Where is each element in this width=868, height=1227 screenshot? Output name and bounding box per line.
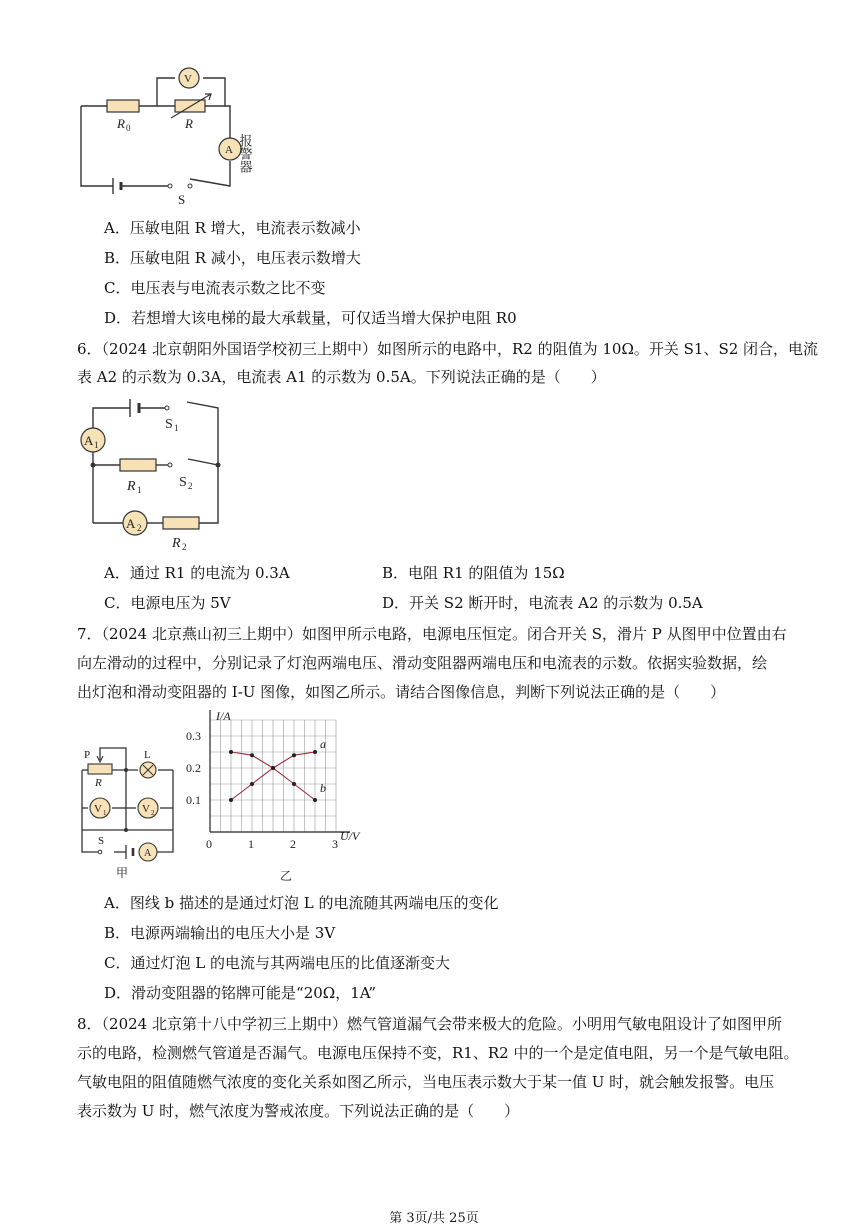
svg-text:1: 1: [174, 423, 179, 433]
x-tick-label: 3: [332, 837, 338, 851]
q8-stem-line-2: 示的电路，检测燃气管道是否漏气。电源电压保持不变，R1、R2 中的一个是定值电阻，另一个是气敏电阻。: [77, 1044, 799, 1062]
svg-text:R: R: [117, 116, 125, 131]
svg-text:1: 1: [137, 485, 142, 495]
q6-option-b: B．电阻 R1 的阻值为 15Ω: [382, 564, 565, 582]
r2-resistor: [163, 517, 199, 529]
x-tick-label: 2: [290, 837, 296, 851]
svg-text:A: A: [126, 516, 136, 531]
chart-series: [229, 737, 326, 802]
q6-option-a: A．通过 R1 的电流为 0.3A: [104, 564, 290, 582]
q7-stem-line-1: 7．（2024 北京燕山初三上期中）如图甲所示电路，电源电压恒定。闭合开关 S，滑片 P 从图甲中位置由右: [77, 625, 787, 643]
q7-option-c: C．通过灯泡 L 的电流与其两端电压的比值逐渐变大: [104, 954, 450, 972]
q6-option-c: C．电源电压为 5V: [104, 594, 231, 612]
y-tick-label: 0.3: [186, 729, 201, 743]
svg-text:2: 2: [188, 481, 193, 491]
data-point-b: [313, 798, 317, 802]
svg-text:R: R: [172, 536, 181, 551]
data-point-b: [250, 753, 254, 757]
svg-text:V: V: [94, 803, 102, 815]
r0-resistor: [107, 100, 139, 112]
q7-option-d: D．滑动变阻器的铭牌可能是“20Ω，1A”: [104, 984, 377, 1002]
svg-text:R: R: [185, 116, 193, 131]
svg-text:R: R: [127, 479, 136, 494]
q8-stem-line-4: 表示数为 U 时，燃气浓度为警戒浓度。下列说法正确的是（ ）: [77, 1102, 520, 1120]
q5-option-c: C．电压表与电流表示数之比不变: [104, 279, 326, 297]
data-point-a: [313, 750, 317, 754]
x-axis-label: U/V: [340, 829, 360, 843]
data-point-a: [229, 798, 233, 802]
svg-text:L: L: [144, 749, 151, 761]
y-axis-label: I/A: [216, 709, 231, 723]
series-label-b: b: [320, 781, 326, 795]
q6-stem-line-1: 6．（2024 北京朝阳外国语学校初三上期中）如图所示的电路中，R2 的阻值为 10Ω。开关 S1、S2 闭合，电流: [77, 340, 819, 358]
q8-stem-line-3: 气敏电阻的阻值随燃气浓度的变化关系如图乙所示，当电压表示数大于某一值 U 时，就会触发报警。电压: [77, 1073, 775, 1091]
q7-option-a: A．图线 b 描述的是通过灯泡 L 的电流随其两端电压的变化: [104, 894, 499, 912]
data-point-a: [250, 782, 254, 786]
svg-text:报警器: 报警器: [237, 134, 253, 173]
q6-option-d: D．开关 S2 断开时，电流表 A2 的示数为 0.5A: [382, 594, 703, 612]
svg-text:A: A: [84, 433, 94, 448]
series-label-a: a: [320, 737, 326, 751]
svg-text:S: S: [165, 417, 173, 432]
q5-option-a: A．压敏电阻 R 增大，电流表示数减小: [104, 219, 361, 237]
r1-resistor: [120, 459, 156, 471]
q5-option-d: D．若想增大该电梯的最大承载量，可仅适当增大保护电阻 R0: [104, 309, 517, 327]
svg-text:V: V: [184, 73, 192, 85]
svg-text:S: S: [98, 835, 105, 847]
svg-text:2: 2: [151, 809, 155, 817]
svg-text:甲: 甲: [116, 866, 129, 880]
svg-text:1: 1: [94, 440, 99, 450]
q5-circuit-figure: [75, 66, 270, 216]
svg-text:2: 2: [137, 523, 142, 533]
chart-grid: [210, 720, 336, 832]
data-point-b: [229, 750, 233, 754]
q6-circuit-figure: [75, 393, 235, 553]
q5-option-b: B．压敏电阻 R 减小，电压表示数增大: [104, 249, 361, 267]
page-number: 第 3页/共 25页: [389, 1211, 479, 1226]
q7-option-b: B．电源两端输出的电压大小是 3V: [104, 924, 336, 942]
q7-circuit-figure: [78, 740, 178, 882]
svg-text:2: 2: [182, 542, 187, 552]
y-tick-label: 0.2: [186, 761, 201, 775]
x-tick-label: 1: [248, 837, 254, 851]
q7-iu-chart: [182, 702, 372, 884]
q8-stem-line-1: 8．（2024 北京第十八中学初三上期中）燃气管道漏气会带来极大的危险。小明用气敏电阻设计了如图甲所: [77, 1015, 782, 1033]
data-point-b: [292, 782, 296, 786]
svg-text:A: A: [144, 848, 152, 859]
svg-text:S: S: [178, 192, 186, 207]
svg-text:0: 0: [126, 123, 131, 133]
data-point-b: [271, 766, 275, 770]
svg-text:R: R: [95, 777, 102, 789]
svg-text:1: 1: [103, 809, 107, 817]
x-tick-label: 0: [206, 837, 212, 851]
y-tick-label: 0.1: [186, 793, 201, 807]
chart-caption: 乙: [280, 869, 293, 883]
svg-text:V: V: [142, 803, 150, 815]
q7-stem-line-3: 出灯泡和滑动变阻器的 I-U 图像，如图乙所示。请结合图像信息，判断下列说法正确的是（ ）: [77, 683, 726, 701]
svg-text:S: S: [179, 475, 187, 490]
data-point-a: [292, 753, 296, 757]
svg-text:P: P: [84, 749, 91, 761]
q7-stem-line-2: 向左滑动的过程中，分别记录了灯泡两端电压、滑动变阻器两端电压和电流表的示数。依据实验数据，绘: [77, 654, 768, 672]
svg-text:A: A: [225, 144, 233, 156]
q6-stem-line-2: 表 A2 的示数为 0.3A，电流表 A1 的示数为 0.5A。下列说法正确的是（ ）: [77, 368, 606, 386]
